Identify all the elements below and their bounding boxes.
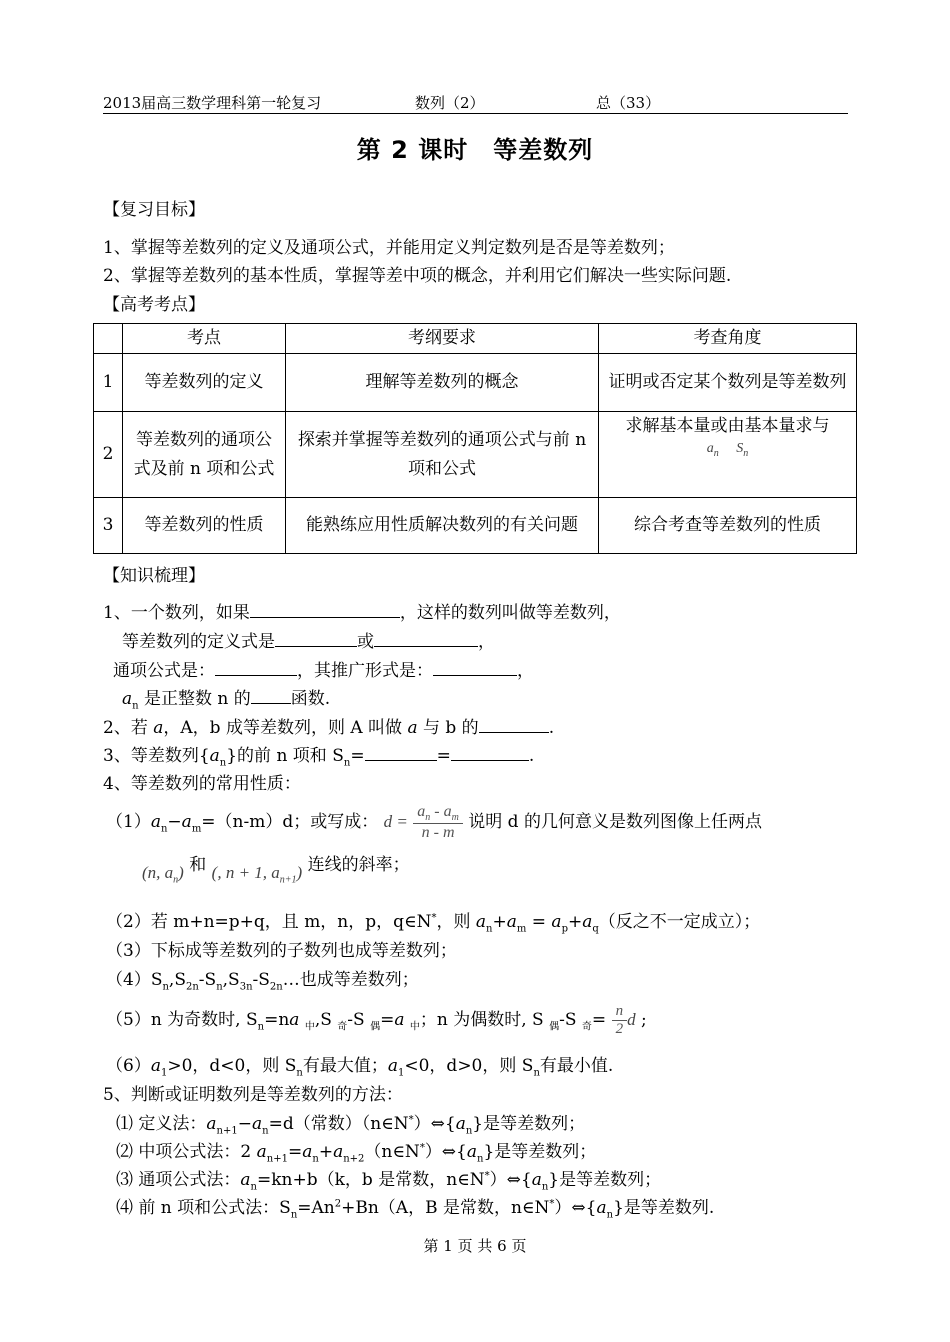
- property-2: （2）若 m+n=p+q，且 m，n，p，q∈N*，则 $a_n+a_m = a_p+a_q$（反之不一定成立）；: [106, 912, 761, 935]
- text: （5）n 为奇数时, S: [106, 1010, 258, 1030]
- fill-blank: [275, 630, 357, 647]
- point-1: (n, $a_n$): [142, 863, 184, 886]
- review-goals-heading: 【复习目标】: [103, 200, 205, 220]
- text: 函数.: [290, 689, 331, 709]
- property-1: $(1)a_n-a_m=(n-m)d$；或写成： d = $\frac{a_n - a_m}{n - m}$ 说明 d 的几何意义是数列图像上任两点: [106, 803, 762, 842]
- text: ，其推广形式是：: [297, 661, 433, 681]
- row-no: 1: [94, 354, 123, 412]
- row-angle: 综合考查等差数列的性质: [599, 498, 857, 554]
- text: ⑵ 中项公式法：2: [116, 1142, 252, 1162]
- text: 连线的斜率；: [307, 855, 410, 875]
- row-angle-text: 求解基本量或由基本量求与: [625, 416, 830, 436]
- text: 2、若: [103, 718, 148, 738]
- table-header-no: [94, 324, 123, 354]
- header-rule: [103, 113, 848, 114]
- math-s-sub: n: [743, 447, 749, 459]
- row-req: 理解等差数列的概念: [286, 354, 599, 412]
- fill-blank: [250, 601, 400, 618]
- property-3: （3）下标成等差数列的子数列也成等差数列；: [106, 941, 457, 961]
- text: 1、一个数列，如果: [103, 603, 250, 623]
- fill-blank: [479, 716, 549, 733]
- text: ，: [478, 632, 495, 652]
- property-4: $(4)S_n,S_{2n}-S_n,S_{3n}-S_{2n}\dots$也成等差数列；: [106, 970, 419, 993]
- header-total: 总（33）: [596, 94, 661, 112]
- text: （2）若 m+n=p+q，且 m，n，p，q∈N: [106, 912, 432, 932]
- text: 说明 d 的几何意义是数列图像上任两点: [468, 812, 762, 833]
- text: =: [436, 746, 451, 766]
- fill-blank: [365, 744, 437, 761]
- table-header-req: 考纲要求: [286, 324, 599, 354]
- method-4: ⑷ 前 n 项和公式法：$S_n=An^2+Bn(A$，B 是常数，$n\in N^*)\Leftrightarrow\{a_n\}$是等差数列.: [116, 1198, 715, 1221]
- header-chapter: 数列（2）: [415, 94, 485, 112]
- half-n-fraction: $\frac{n}{2}$: [612, 1003, 628, 1038]
- knowledge-heading: 【知识梳理】: [103, 566, 205, 586]
- review-goal-2: 2、掌握等差数列的基本性质，掌握等差中项的概念，并利用它们解决一些实际问题.: [103, 266, 732, 286]
- text: 或: [357, 632, 374, 652]
- text: ⑷ 前 n 项和公式法：S: [116, 1198, 291, 1218]
- row-point: 等差数列的通项公式及前 n 项和公式: [123, 412, 286, 498]
- knowledge-item-4: 4、等差数列的常用性质：: [103, 774, 301, 794]
- knowledge-item-1: [103, 598, 621, 623]
- fill-blank: [251, 687, 291, 704]
- text: <0，d>0，则 S: [404, 1056, 534, 1076]
- row-no: 3: [94, 498, 123, 554]
- property-1-points: [142, 855, 410, 886]
- method-1: ⑴ 定义法：$a_{n+1}-a_n=d$（常数）$(n\in N^*)\Leftrightarrow\{a_n\}$是等差数列；: [116, 1114, 586, 1137]
- text: （6）: [106, 1056, 151, 1076]
- text: ，这样的数列叫做等差数列，: [399, 603, 621, 623]
- exam-points-heading: 【高考考点】: [103, 295, 205, 315]
- text: ，A，b 成等差数列，则 A 叫做: [163, 718, 403, 738]
- row-req: 探索并掌握等差数列的通项公式与前 n 项和公式: [286, 412, 599, 498]
- text: 有最大值；: [302, 1056, 388, 1076]
- text: （4）S: [106, 970, 163, 990]
- fill-blank: [215, 659, 297, 676]
- knowledge-item-2: 2、若 a，A，b 成等差数列，则 A 叫做 a 与 b 的 .: [103, 718, 555, 738]
- table-row: [94, 412, 857, 498]
- text: 是正整数 n 的: [144, 689, 251, 709]
- fill-blank: [451, 744, 529, 761]
- property-6: $(6)a_1>0$，d<0，则 $S_n$有最大值；$a_1<0$，d>0，则 $S_n$有最小值.: [106, 1056, 614, 1079]
- row-req: 能熟练应用性质解决数列的有关问题: [286, 498, 599, 554]
- exam-points-table: [93, 323, 857, 554]
- page-footer: 第 1 页 共 6 页: [423, 1237, 527, 1255]
- fill-blank: [374, 630, 478, 647]
- table-row: [94, 354, 857, 412]
- math-a-sub: n: [713, 447, 719, 459]
- knowledge-item-1-def: [122, 627, 495, 652]
- table-row: [94, 498, 857, 554]
- text: ⑶ 通项公式法：: [116, 1170, 241, 1190]
- review-goal-1: 1、掌握等差数列的定义及通项公式，并能用定义判定数列是否是等差数列；: [103, 238, 675, 258]
- text: >0，d<0，则 S: [167, 1056, 297, 1076]
- math-s: S: [736, 441, 744, 456]
- text: ，: [517, 661, 534, 681]
- text: ，则: [436, 912, 471, 932]
- fill-blank: [433, 659, 517, 676]
- row-angle: 证明或否定某个数列是等差数列: [599, 354, 857, 412]
- row-point: 等差数列的定义: [123, 354, 286, 412]
- method-3: ⑶ 通项公式法：$a_n=kn+b(k$，b 是常数，$n\in N^*)\Leftrightarrow\{a_n\}$是等差数列；: [116, 1170, 662, 1193]
- math-d: d =: [383, 812, 408, 832]
- text: =（n-m）d；或写成：: [201, 812, 379, 833]
- text: （反之不一定成立）；: [598, 912, 761, 932]
- text: 与 b 的: [422, 718, 479, 738]
- text: 通项公式是：: [113, 661, 215, 681]
- text: }的前 n 项和 S: [226, 746, 344, 766]
- row-angle: [599, 412, 857, 498]
- method-2: ⑵ 中项公式法：2 $a_{n+1}=a_n+a_{n+2}(n\in N^*)\Leftrightarrow\{a_n\}$是等差数列；: [116, 1142, 597, 1165]
- row-no: 2: [94, 412, 123, 498]
- table-header-point: 考点: [123, 324, 286, 354]
- header-course: 2013届高三数学理科第一轮复习: [103, 94, 322, 112]
- text: 有最小值.: [539, 1056, 614, 1076]
- knowledge-item-3: 3、等差数列$\{a_n\}$的前 n 项和 $S_n=$ = .: [103, 746, 535, 769]
- text: 3、等差数列{: [103, 746, 210, 766]
- slope-fraction: $\frac{a_n - a_m}{n - m}$: [413, 803, 463, 842]
- text: ⑴ 定义法：: [116, 1114, 207, 1134]
- text: 等差数列的定义式是: [122, 632, 275, 652]
- row-point: 等差数列的性质: [123, 498, 286, 554]
- text: =: [350, 746, 365, 766]
- text: ；n 为偶数时, S: [419, 1010, 544, 1030]
- text: 和: [189, 855, 207, 875]
- page-title: 第 2 课时 等差数列: [356, 136, 594, 164]
- property-5: （5）n 为奇数时, $S_n=na$ $_中$,S $_奇$-S $_偶$=a $_中$；n 为偶数时, S $_偶$-S $_奇$= $\frac{n}{2}$ d ;: [106, 1003, 647, 1037]
- table-header-angle: 考查角度: [599, 324, 857, 354]
- knowledge-item-5: 5、判断或证明数列是等差数列的方法：: [103, 1085, 403, 1105]
- angle-math: [605, 441, 850, 462]
- point-2: (, n + 1, $a_{n+1}$): [211, 863, 303, 886]
- knowledge-item-1-func: $a_n$ 是正整数 n 的 函数.: [122, 689, 331, 712]
- math-a: a: [706, 441, 714, 456]
- text: （1）: [106, 812, 151, 833]
- knowledge-item-1-formula: [113, 656, 534, 681]
